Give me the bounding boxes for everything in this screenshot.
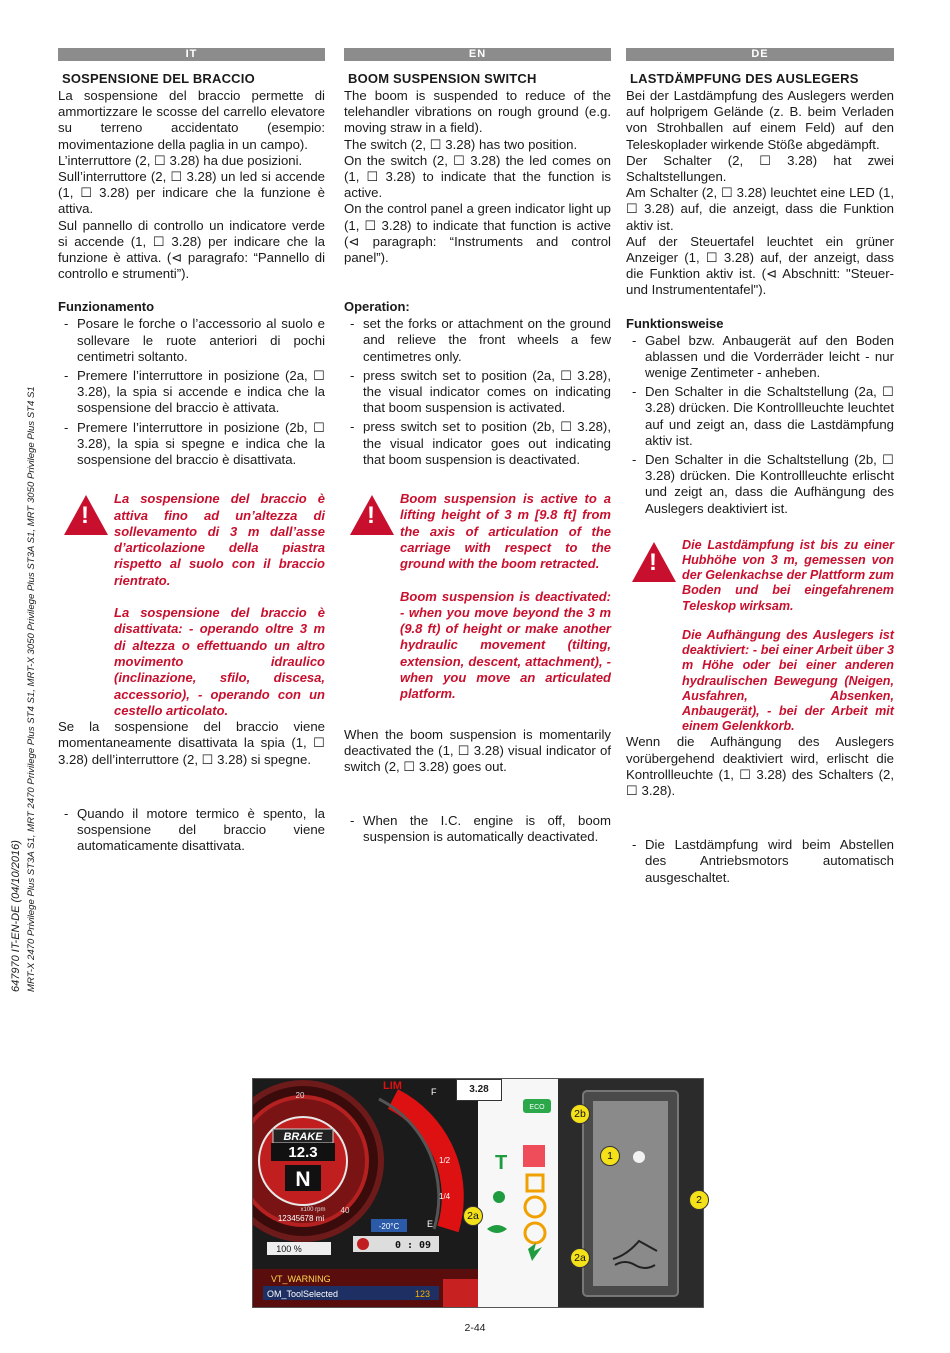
fuel-half-label: 1/2 xyxy=(439,1156,451,1165)
paragraph: On the control panel a green indicator light up (1, ☐ 3.28) to indicate that function is active (⊲ paragraph: “Instruments and control panel”). xyxy=(344,201,611,266)
warning-icon: ! xyxy=(64,495,108,535)
list-item: - When the I.C. engine is off, boom suspension is automatically deactivated. xyxy=(363,813,611,845)
eco-indicator: ECO xyxy=(529,1104,545,1111)
paragraph: Sull’interruttore (2, ☐ 3.28) un led si accende (1, ☐ 3.28) per indicare che la funzione è attiva. xyxy=(58,169,325,217)
callout-1: 1 xyxy=(600,1146,620,1166)
warning-box xyxy=(58,491,325,719)
rpm-unit: x100 rpm xyxy=(300,1207,326,1213)
model-list: MRT-X 2470 Privilege Plus ST3A S1, MRT 2470 Privilege Plus ST4 S1, MRT-X 3050 Privilege Plus ST3A S1, MRT 3050 Privilege Plus ST4 S1 xyxy=(26,386,37,992)
list-item: - set the forks or attachment on the ground and relieve the front wheels a few centimetres only. xyxy=(363,316,611,365)
column-it xyxy=(58,48,325,857)
list-item: - Die Lastdämpfung wird beim Abstellen des Antriebsmotors automatisch ausgeschaltet. xyxy=(645,837,894,886)
fuel-empty-label: E xyxy=(427,1219,434,1229)
paragraph: Am Schalter (2, ☐ 3.28) leuchtet eine LED (1, ☐ 3.28) auf, die anzeigt, dass die Funktion aktiv ist. xyxy=(626,185,894,233)
warning-text: Die Lastdämpfung ist bis zu einer Hubhöhe von 3 m, gemessen von der Gelenkachse der Plattform zum Boden und bei eingefahrenem Teleskop wirksam. xyxy=(682,537,894,613)
temperature-readout: -20°C xyxy=(378,1222,400,1231)
paragraph: Se la sospensione del braccio viene momentaneamente disattivata la spia (1, ☐ 3.28) dell’interruttore (2, ☐ 3.28) si spegne. xyxy=(58,719,325,767)
paragraph: L’interruttore (2, ☐ 3.28) ha due posizioni. xyxy=(58,152,303,168)
document-code: 647970 IT-EN-DE (04/10/2016) xyxy=(10,840,22,992)
dashboard-illustration xyxy=(253,1079,703,1307)
subheading: Operation: xyxy=(344,299,410,315)
warning-text: Die Aufhängung des Auslegers ist deaktiviert: - bei einer Arbeit über 3 m Höhe oder bei einer anderen hydraulischen Bewegung (Neigen, Ausfahren, Absenken, Anbaugerät), - bei der Arbeit mit einem Gelenkkorb. xyxy=(682,627,894,734)
subheading: Funzionamento xyxy=(58,299,155,315)
warning-text: Boom suspension is active to a lifting height of 3 m [9.8 ft] from the axis of articulation of the carriage with respect to the ground with the boom retracted. xyxy=(400,491,611,572)
figure-dashboard-and-switch xyxy=(252,1078,704,1308)
list-item: - press switch set to position (2b, ☐ 3.28), the visual indicator goes out indicating that boom suspension is deactivated. xyxy=(363,419,611,468)
paragraph: Der Schalter (2, ☐ 3.28) hat zwei Schaltstellungen. xyxy=(626,152,894,185)
list-item: - Den Schalter in die Schaltstellung (2b, ☐ 3.28) drücken. Die Kontrollleuchte erlischt und zeigt an, dass die Aufhängung des Auslegers deaktiviert ist. xyxy=(645,452,894,517)
brake-label: BRAKE xyxy=(283,1131,323,1143)
section-title-en: BOOM SUSPENSION SWITCH xyxy=(348,71,537,86)
warning-text: Boom suspension is deactivated: - when you move beyond the 3 m (9.8 ft) of height or make another hydraulic movement (tilting, extension, descent, attachment), - when you move an articulated platform. xyxy=(400,588,611,702)
callout-2a-dashboard: 2a xyxy=(463,1206,483,1226)
document-reference-sidebar xyxy=(4,386,44,1000)
timer-readout: 0 : 09 xyxy=(394,1240,432,1251)
subheading: Funktionsweise xyxy=(626,315,724,331)
warning-text: La sospensione del braccio è attiva fino ad un’altezza di sollevamento di 3 m dall’asse d’articolazione della piastra rispetto al suolo con il braccio rientrato. xyxy=(114,491,325,588)
percent-readout: 100 % xyxy=(276,1244,302,1254)
fuel-quarter-label: 1/4 xyxy=(439,1192,451,1201)
list-item: - Premere l’interruttore in posizione (2b, ☐ 3.28), la spia si spegne e indica che la sospensione del braccio è disattivata. xyxy=(77,420,325,469)
list-item: - press switch set to position (2a, ☐ 3.28), the visual indicator comes on indicating that boom suspension is activated. xyxy=(363,368,611,417)
page-number: 2-44 xyxy=(464,1322,486,1334)
list-item: - Premere l’interruttore in posizione (2a, ☐ 3.28), la spia si accende e indica che la sospensione del braccio è attivata. xyxy=(77,368,325,417)
paragraph: Bei der Lastdämpfung des Auslegers werden auf holprigem Gelände (z. B. beim Verladen von Strohballen auf einem Feld) auf den Teleskoplader wirkende Stöße abgedämpft. xyxy=(626,88,894,152)
language-header-en: EN xyxy=(344,48,611,61)
warning-icon: ! xyxy=(350,495,394,535)
svg-text:T: T xyxy=(495,1152,508,1174)
section-title-it: SOSPENSIONE DEL BRACCIO xyxy=(62,71,255,86)
warning-box xyxy=(626,538,894,734)
list-item: - Den Schalter in die Schaltstellung (2a, ☐ 3.28) drücken. Die Kontrollleuchte leuchtet auf und zeigt an, dass die Lastdämpfung aktiv ist. xyxy=(645,384,894,449)
column-de xyxy=(626,48,894,889)
operation-steps xyxy=(626,333,894,517)
warning-box xyxy=(344,491,611,703)
paragraph: La sospensione del braccio permette di ammortizzare le scosse del carrello elevatore su terreno accidentato (esempio: movimentazione della paglia in un campo). xyxy=(58,88,325,152)
fuel-full-label: F xyxy=(431,1087,437,1097)
paragraph: The boom is suspended to reduce of the telehandler vibrations on rough ground (e.g. moving straw in a field). xyxy=(344,88,611,136)
tool-selected: OM_ToolSelected xyxy=(267,1289,339,1299)
tool-value: 123 xyxy=(415,1289,431,1299)
warning-text: La sospensione del braccio è disattivata: - operando oltre 3 m di altezza o effettuando un altro movimento idraulico (inclinazione, sfilo, discesa, accessorio), - operando con un cestello articolato. xyxy=(114,605,325,718)
operation-steps xyxy=(344,316,611,468)
note-list xyxy=(58,806,325,855)
language-header-de: DE xyxy=(626,48,894,61)
note-list xyxy=(344,813,611,845)
paragraph: When the boom suspension is momentarily deactivated the (1, ☐ 3.28) visual indicator of switch (2, ☐ 3.28) goes out. xyxy=(344,726,611,775)
operation-steps xyxy=(58,316,325,468)
list-item: - Quando il motore termico è spento, la sospensione del braccio viene automaticamente disattivata. xyxy=(77,806,325,855)
section-title-de: LASTDÄMPFUNG DES AUSLEGERS xyxy=(630,71,859,86)
column-en xyxy=(344,48,611,849)
warning-icon: ! xyxy=(632,542,676,582)
language-header-it: IT xyxy=(58,48,325,61)
callout-2a-switch: 2a xyxy=(570,1248,590,1268)
gauge-tick-40: 40 xyxy=(340,1206,350,1215)
figure-reference-label: 3.28 xyxy=(456,1079,502,1101)
speed-readout: 12.3 xyxy=(288,1144,318,1161)
warning-message: VT_WARNING xyxy=(271,1274,331,1284)
paragraph: Auf der Steuertafel leuchtet ein grüner Anzeiger (1, ☐ 3.28) auf, der anzeigt, dass die Funktion aktiv ist. (⊲ Abschnitt: "Steuer- und Instrumententafel"). xyxy=(626,233,894,298)
paragraph: Sul pannello di controllo un indicatore verde si accende (1, ☐ 3.28) per indicare che la funzione è attiva. (⊲ paragrafo: “Pannello di controllo e strumenti”). xyxy=(58,217,325,282)
paragraph: The switch (2, ☐ 3.28) has two position. xyxy=(344,136,578,152)
paragraph: Wenn die Aufhängung des Auslegers vorübergehend deaktiviert wird, erlischt die Kontrollleuchte (1, ☐ 3.28) des Schalters (2, ☐ 3.28). xyxy=(626,734,894,798)
odometer: 12345678 mi xyxy=(277,1214,325,1223)
note-list xyxy=(626,837,894,886)
gear-readout: N xyxy=(295,1168,311,1191)
paragraph: On the switch (2, ☐ 3.28) the led comes on (1, ☐ 3.28) to indicate that the function is active. xyxy=(344,152,611,201)
gauge-tick-20: 20 xyxy=(295,1091,305,1100)
callout-2b: 2b xyxy=(570,1104,590,1124)
list-item: - Posare le forche o l’accessorio al suolo e sollevare le ruote anteriori di pochi centimetri soltanto. xyxy=(77,316,325,365)
list-item: - Gabel bzw. Anbaugerät auf den Boden ablassen und die Vorderräder leicht - nur wenige Zentimeter - anheben. xyxy=(645,333,894,382)
callout-2: 2 xyxy=(689,1190,709,1210)
limit-label: LIM xyxy=(383,1080,402,1092)
